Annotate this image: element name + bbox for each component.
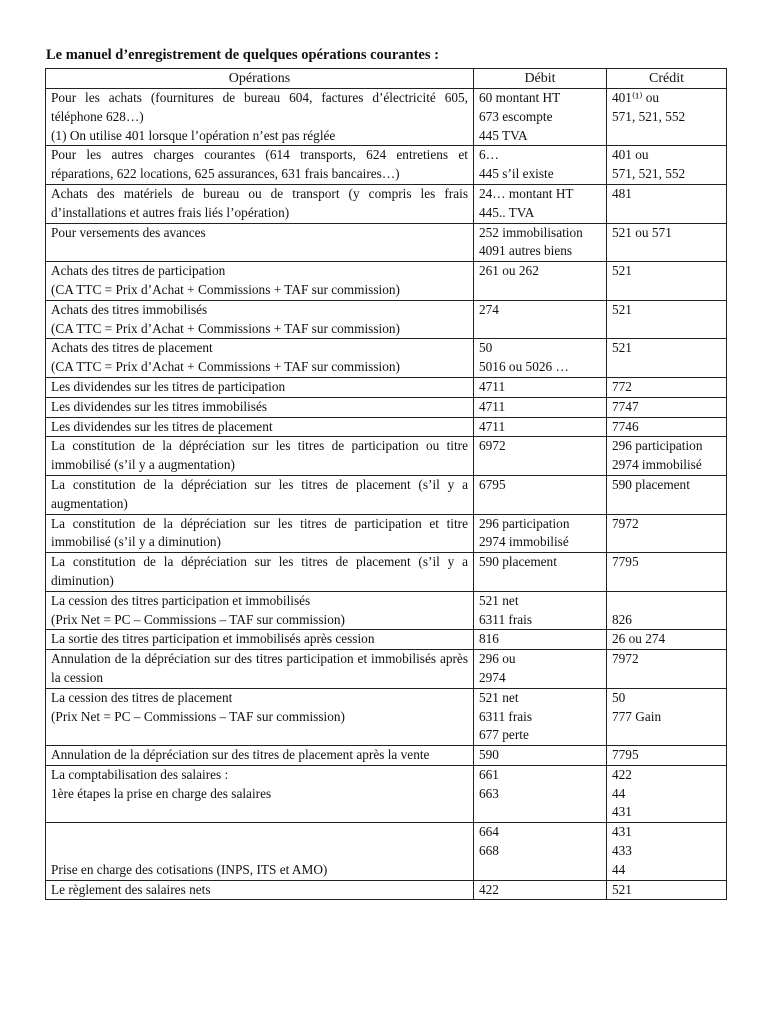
debit-cell: 521 net 6311 frais	[474, 591, 607, 630]
credit-cell: 296 participation 2974 immobilisé	[607, 437, 727, 476]
header-credit: Crédit	[607, 69, 727, 89]
credit-cell: 431 433 44	[607, 823, 727, 880]
operation-cell: La comptabilisation des salaires : 1ère étapes la prise en charge des salaires	[46, 765, 474, 822]
credit-cell: 7972	[607, 650, 727, 689]
credit-cell: 590 placement	[607, 475, 727, 514]
header-debit: Débit	[474, 69, 607, 89]
credit-cell: 7795	[607, 553, 727, 592]
debit-cell: 661 663	[474, 765, 607, 822]
page-title: Le manuel d’enregistrement de quelques opérations courantes :	[46, 47, 439, 63]
credit-cell: 7747	[607, 397, 727, 417]
debit-cell: 422	[474, 880, 607, 900]
table-row	[46, 591, 727, 630]
table-row	[46, 746, 727, 766]
debit-cell: 252 immobilisation 4091 autres biens	[474, 223, 607, 262]
table-row	[46, 262, 727, 301]
operation-cell: Achats des matériels de bureau ou de transport (y compris les frais d’installations et autres frais liés l’opération)	[46, 184, 474, 223]
credit-cell: 7795	[607, 746, 727, 766]
operation-cell: La constitution de la dépréciation sur les titres de placement (s’il y a diminution)	[46, 553, 474, 592]
operation-cell: Annulation de la dépréciation sur des titres de placement après la vente	[46, 746, 474, 766]
debit-cell: 24… montant HT 445.. TVA	[474, 184, 607, 223]
debit-cell: 4711	[474, 377, 607, 397]
table-row	[46, 89, 727, 146]
table-row	[46, 650, 727, 689]
table-row	[46, 765, 727, 822]
operation-cell: Les dividendes sur les titres de placement	[46, 417, 474, 437]
credit-cell: 521	[607, 300, 727, 339]
debit-cell: 590	[474, 746, 607, 766]
debit-cell: 664 668	[474, 823, 607, 880]
operation-cell: Annulation de la dépréciation sur des titres participation et immobilisés après la cession	[46, 650, 474, 689]
table-row	[46, 339, 727, 378]
table-row	[46, 630, 727, 650]
operation-cell: Pour les achats (fournitures de bureau 604, factures d’électricité 605, téléphone 628…) (1) On utilise 401 lorsque l’opération n’est pas réglée	[46, 89, 474, 146]
table-row	[46, 377, 727, 397]
table-row	[46, 823, 727, 880]
credit-cell: 7972	[607, 514, 727, 553]
operation-cell: La sortie des titres participation et immobilisés après cession	[46, 630, 474, 650]
operation-cell: Pour les autres charges courantes (614 transports, 624 entretiens et réparations, 622 locations, 625 assurances, 631 frais bancaires…)	[46, 146, 474, 185]
debit-cell: 60 montant HT 673 escompte 445 TVA	[474, 89, 607, 146]
credit-cell: 481	[607, 184, 727, 223]
debit-cell: 50 5016 ou 5026 …	[474, 339, 607, 378]
debit-cell: 816	[474, 630, 607, 650]
operation-cell: Achats des titres de placement (CA TTC = Prix d’Achat + Commissions + TAF sur commission)	[46, 339, 474, 378]
debit-cell: 590 placement	[474, 553, 607, 592]
table-row	[46, 475, 727, 514]
table-row	[46, 514, 727, 553]
table-row	[46, 146, 727, 185]
debit-cell: 521 net 6311 frais 677 perte	[474, 688, 607, 745]
operation-cell: Les dividendes sur les titres immobilisés	[46, 397, 474, 417]
credit-cell: 50 777 Gain	[607, 688, 727, 745]
operation-cell: La cession des titres de placement (Prix Net = PC – Commissions – TAF sur commission)	[46, 688, 474, 745]
credit-cell: 772	[607, 377, 727, 397]
table-body	[46, 89, 727, 900]
credit-cell: 401⁽¹⁾ ou 571, 521, 552	[607, 89, 727, 146]
table-row	[46, 184, 727, 223]
header-row	[46, 69, 727, 89]
table-row	[46, 300, 727, 339]
debit-cell: 274	[474, 300, 607, 339]
credit-cell: 521 ou 571	[607, 223, 727, 262]
table-row	[46, 688, 727, 745]
credit-cell: 26 ou 274	[607, 630, 727, 650]
credit-cell: 521	[607, 339, 727, 378]
operation-cell: Prise en charge des cotisations (INPS, ITS et AMO)	[46, 823, 474, 880]
operation-cell: La constitution de la dépréciation sur les titres de participation ou titre immobilisé (s’il y a augmentation)	[46, 437, 474, 476]
operation-cell: Les dividendes sur les titres de participation	[46, 377, 474, 397]
debit-cell: 4711	[474, 397, 607, 417]
header-operations: Opérations	[46, 69, 474, 89]
credit-cell: 521	[607, 880, 727, 900]
table-row	[46, 880, 727, 900]
credit-cell: 521	[607, 262, 727, 301]
debit-cell: 261 ou 262	[474, 262, 607, 301]
table-row	[46, 553, 727, 592]
debit-cell: 296 ou 2974	[474, 650, 607, 689]
operation-cell: Achats des titres de participation (CA TTC = Prix d’Achat + Commissions + TAF sur commission)	[46, 262, 474, 301]
operation-cell: La constitution de la dépréciation sur les titres de placement (s’il y a augmentation)	[46, 475, 474, 514]
operations-table	[45, 68, 727, 900]
debit-cell: 4711	[474, 417, 607, 437]
debit-cell: 6… 445 s’il existe	[474, 146, 607, 185]
table-row	[46, 417, 727, 437]
table-row	[46, 223, 727, 262]
debit-cell: 296 participation 2974 immobilisé	[474, 514, 607, 553]
credit-cell: 826	[607, 591, 727, 630]
credit-cell: 422 44 431	[607, 765, 727, 822]
credit-cell: 7746	[607, 417, 727, 437]
operation-cell: Pour versements des avances	[46, 223, 474, 262]
operation-cell: Le règlement des salaires nets	[46, 880, 474, 900]
operation-cell: La cession des titres participation et immobilisés (Prix Net = PC – Commissions – TAF sur commission)	[46, 591, 474, 630]
debit-cell: 6795	[474, 475, 607, 514]
debit-cell: 6972	[474, 437, 607, 476]
operation-cell: Achats des titres immobilisés (CA TTC = Prix d’Achat + Commissions + TAF sur commission)	[46, 300, 474, 339]
table-row	[46, 397, 727, 417]
table-row	[46, 437, 727, 476]
credit-cell: 401 ou 571, 521, 552	[607, 146, 727, 185]
operation-cell: La constitution de la dépréciation sur les titres de participation et titre immobilisé (s’il y a diminution)	[46, 514, 474, 553]
